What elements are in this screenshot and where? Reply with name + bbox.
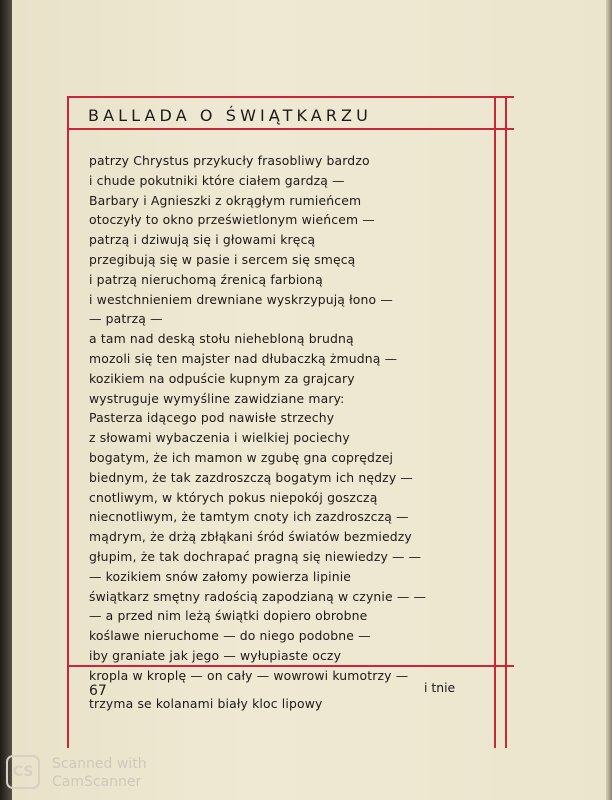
catchword: i tnie <box>424 680 456 695</box>
poem-line: świątkarz smętny radością zapodzianą w czynie — — <box>89 588 427 604</box>
poem-line: kozikiem na odpuście kupnym za grajcary <box>89 370 355 386</box>
poem-line: i patrzą nieruchomą źrenicą farbioną <box>89 271 323 287</box>
poem-text <box>89 151 489 713</box>
poem-line: — kozikiem snów załomy powierza lipinie <box>89 568 352 584</box>
page-number: 67 <box>89 683 107 699</box>
header-rule <box>67 128 514 130</box>
right-rule-outer <box>505 96 507 748</box>
poem-line: bogatym, że ich mamon w zgubę gna coprędzej <box>89 449 394 465</box>
right-rule-inner <box>494 96 496 748</box>
left-rule <box>67 96 69 748</box>
poem-line: Barbary i Agnieszki z okrągłym rumieńcem <box>89 192 362 208</box>
poem-line: wystruguje wymyśline zawidziane mary: <box>89 390 345 406</box>
poem-line: niecnotliwym, że tamtym cnoty ich zazdroszczą — <box>89 509 409 525</box>
poem-line: otoczyły to okno prześwietlonym wieńcem — <box>89 212 375 228</box>
poem-line: iby graniate jak jego — wyłupiaste oczy <box>89 647 342 663</box>
poem-line: koślawe nieruchome — do niego podobne — <box>89 628 371 644</box>
poem-line: i chude pokutniki które ciałem gardzą — <box>89 172 345 188</box>
poem-line: mozoli się ten majster nad dłubaczką żmudną — <box>89 350 398 366</box>
watermark-line-1: Scanned with <box>52 756 147 772</box>
poem-line: patrzy Chrystus przykucły frasobliwy bardzo <box>89 153 370 168</box>
poem-line: — patrzą — <box>89 311 163 327</box>
book-page <box>12 0 612 800</box>
poem-line: kropla w kroplę — on cały — wowrowi kumotrzy — <box>89 667 409 683</box>
poem-line: — a przed nim leżą świątki dopiero obrobne <box>89 608 368 624</box>
page-edge-shadow <box>606 0 612 800</box>
binding-shadow <box>0 0 12 800</box>
poem-line: głupim, że tak dochrapać pragną się niewiedzy — — <box>89 548 422 564</box>
poem-line: mądrym, że drżą zbłąkani śród światów bezmiedzy <box>89 529 412 545</box>
poem-line: biednym, że tak zazdroszczą bogatym ich nędzy — <box>89 469 413 485</box>
poem-line: patrzą i dziwują się i głowami kręcą <box>89 232 316 248</box>
poem-line: Pasterza idącego pod nawisłe strzechy <box>89 410 335 426</box>
top-rule <box>67 96 514 98</box>
poem-line: przegibują się w pasie i sercem się smęcą <box>89 251 356 267</box>
poem-line: i westchnieniem drewniane wyskrzypują łono — <box>89 291 393 307</box>
watermark-line-2: CamScanner <box>52 774 142 790</box>
running-header: BALLADA O ŚWIĄTKARZU <box>88 106 372 125</box>
poem-line: z słowami wybaczenia i wielkiej pociechy <box>89 430 350 446</box>
camscanner-logo-icon: CS <box>6 755 40 789</box>
scanner-watermark <box>6 753 206 793</box>
poem-line: a tam nad deską stołu niehebloną brudną <box>89 331 354 347</box>
poem-line: trzyma se kolanami biały kloc lipowy <box>89 695 323 711</box>
poem-line: cnotliwym, w których pokus niepokój goszczą <box>89 489 378 505</box>
